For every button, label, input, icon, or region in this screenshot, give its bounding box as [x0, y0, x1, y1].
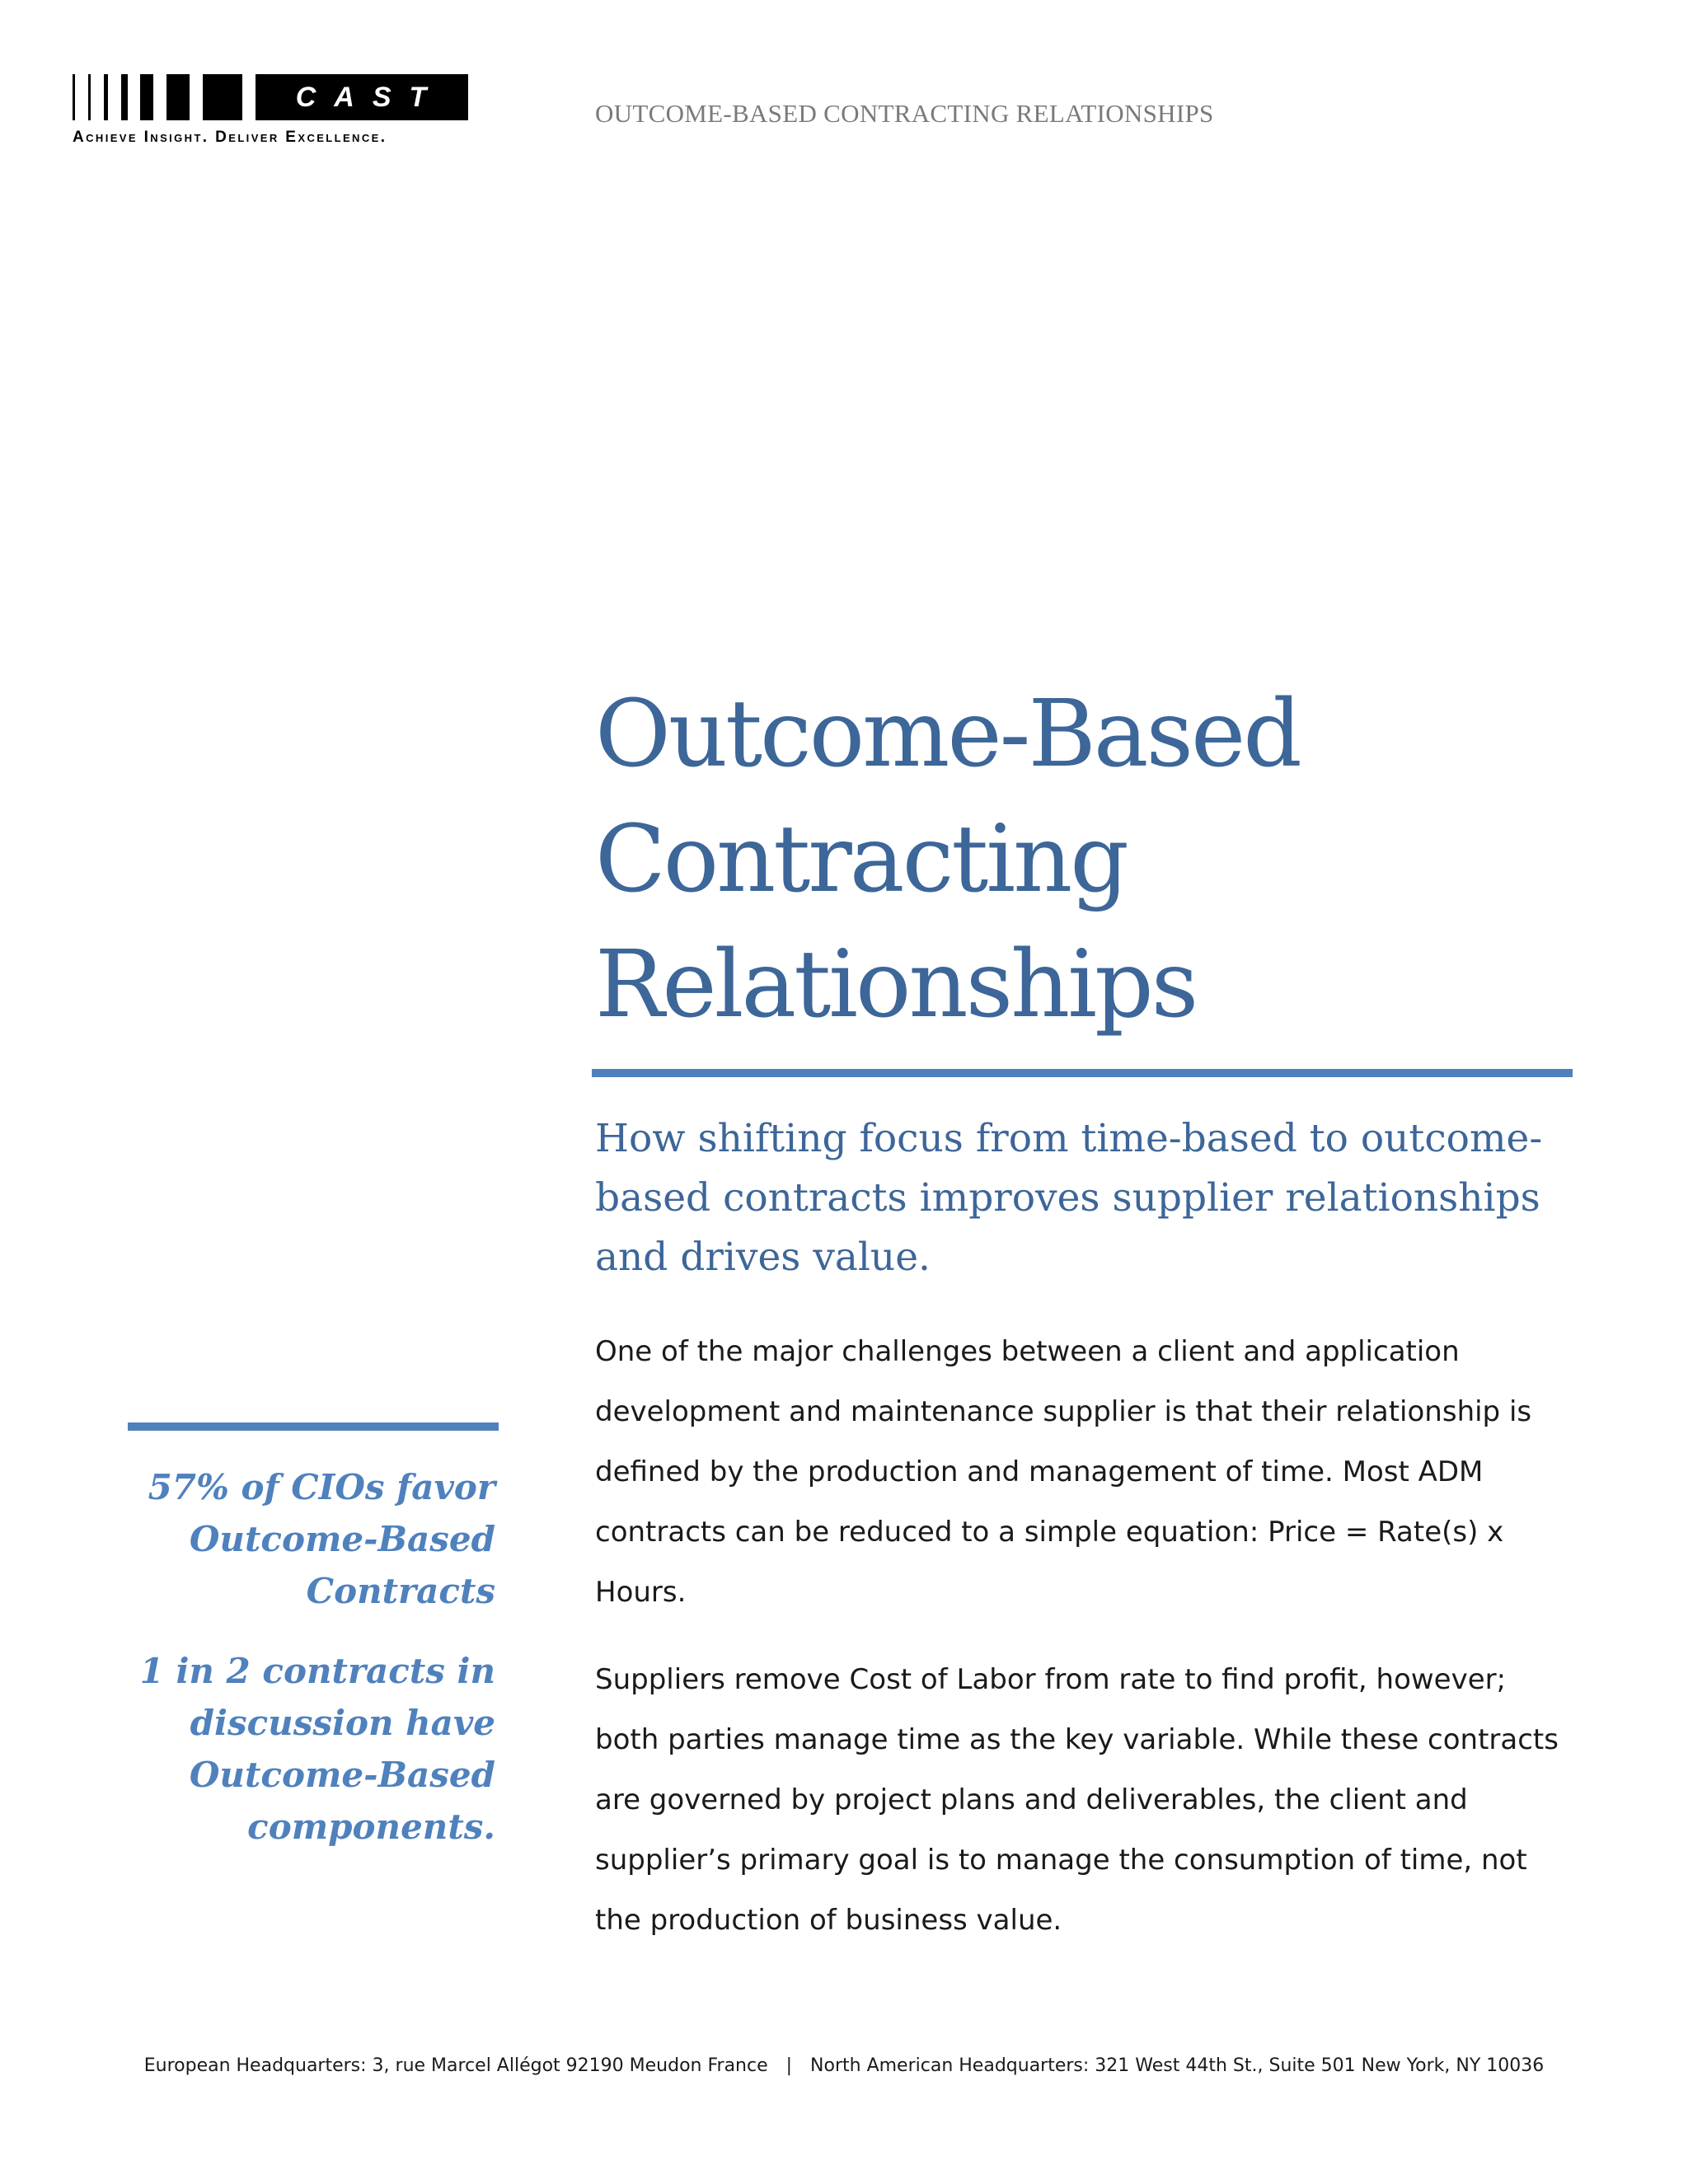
title-line: Outcome-Based [595, 681, 1300, 788]
footer-separator: | [785, 2055, 793, 2076]
logo-tagline: Achieve Insight. Deliver Excellence. [73, 129, 387, 146]
callout-cio-stat: 57% of CIOs favor Outcome-Based Contracts [148, 1467, 495, 1611]
running-header: OUTCOME-BASED CONTRACTING RELATIONSHIPS [595, 99, 1214, 128]
body-paragraph: Suppliers remove Cost of Labor from rate to find profit, however; both parties manage time as the key variable. While these contracts are governed by project plans and deliverables, the client and supplier’s primary goal is to manage the consumption of time, not the production of business value. [595, 1663, 1559, 1937]
footer-north-american-hq: North American Headquarters: 321 West 44th St., Suite 501 New York, NY 10036 [810, 2055, 1545, 2076]
title-divider [592, 1069, 1573, 1077]
logo-barcode-icon [73, 74, 262, 120]
subtitle: How shifting focus from time-based to outcome-based contracts improves supplier relationships and drives value. [595, 1116, 1543, 1280]
sidebar-callouts [128, 1461, 495, 1881]
title-line: Contracting [595, 806, 1127, 913]
footer-european-hq: European Headquarters: 3, rue Marcel Allégot 92190 Meudon France [143, 2055, 768, 2076]
cast-logo [73, 74, 468, 153]
callout-contracts-stat: 1 in 2 contracts in discussion have Outcome-Based components. [139, 1651, 495, 1847]
page-title [595, 672, 1300, 1047]
sidebar-divider [128, 1422, 499, 1431]
page-footer [0, 2055, 1688, 2076]
logo-brand: CAST [256, 74, 468, 120]
body-paragraph: One of the major challenges between a client and application development and maintenance supplier is that their relationship is defined by the production and management of time. Most ADM contracts can be reduced to a simple equation: Price = Rate(s) x Hours. [595, 1335, 1532, 1609]
title-line: Relationships [595, 931, 1197, 1038]
body-text [595, 1322, 1559, 1978]
